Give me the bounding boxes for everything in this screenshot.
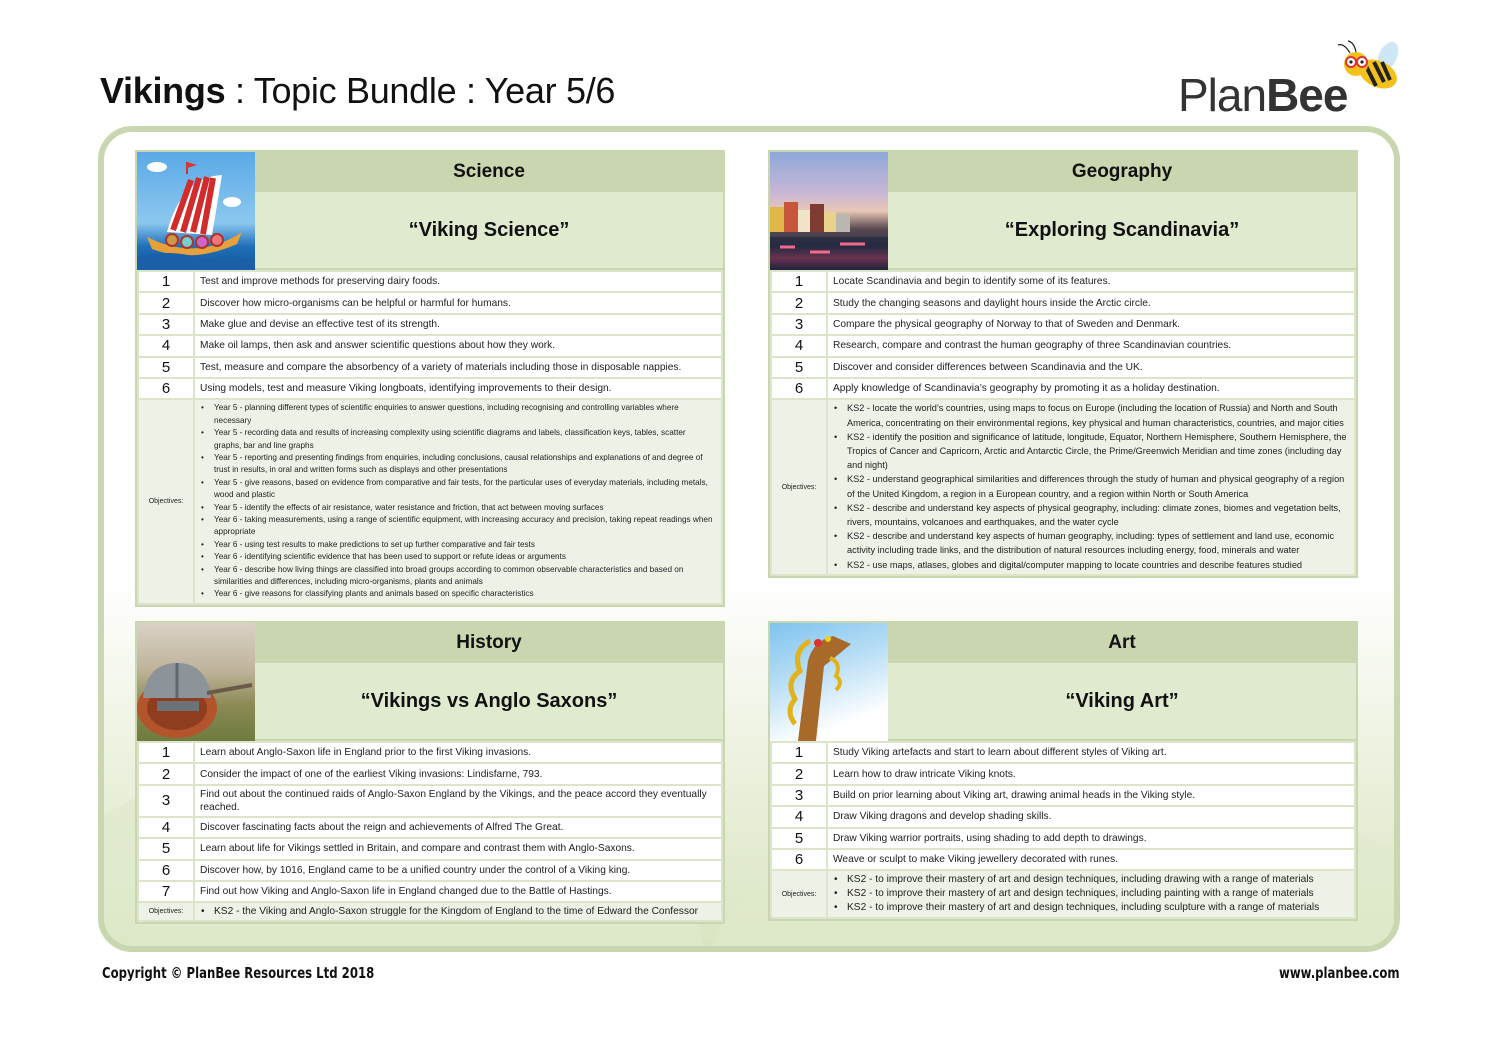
lesson-text: Learn about Anglo-Saxon life in England prior to the first Viking invasions.	[194, 742, 722, 763]
objective-item: • KS2 - describe and understand key aspects of physical geography, including: climate zones, biomes and vegetation belts, rivers, mountains, volcanoes and earthquakes, and the water cycle	[832, 501, 1348, 529]
lesson-text: Draw Viking dragons and develop shading skills.	[827, 806, 1355, 827]
logo-plan: Plan	[1178, 69, 1267, 121]
lesson-row	[771, 335, 1355, 356]
lesson-number: 6	[771, 849, 827, 870]
lesson-number: 5	[771, 828, 827, 849]
objectives-label: Objectives:	[771, 399, 827, 574]
lesson-text: Apply knowledge of Scandinavia’s geography by promoting it as a holiday destination.	[827, 378, 1355, 399]
objective-item: • KS2 - to improve their mastery of art and design techniques, including sculpture with a range of materials	[832, 901, 1348, 915]
history-card	[135, 621, 725, 924]
lesson-number: 2	[771, 292, 827, 313]
objective-item: • Year 6 - give reasons for classifying plants and animals based on specific characteristics	[199, 588, 715, 600]
lesson-text: Research, compare and contrast the human geography of three Scandinavian countries.	[827, 335, 1355, 356]
lesson-text: Test, measure and compare the absorbency of a variety of materials including those in disposable nappies.	[194, 357, 722, 378]
subject-title: Science	[255, 152, 723, 192]
helmet-shield-icon	[137, 623, 255, 741]
scandinavian-harbour-image	[770, 152, 888, 270]
lesson-row	[771, 828, 1355, 849]
lesson-number: 4	[138, 817, 194, 838]
page-title	[100, 70, 615, 112]
objective-item: • KS2 - identify the position and significance of latitude, longitude, Equator, Northern Hemisphere, Southern Hemisphere, the Tropics of Cancer and Capricorn, Arctic and Antarctic Circle, the Prime/Greenwich Meridian and time zones (including day and night)	[832, 430, 1348, 473]
longship-icon	[137, 152, 255, 270]
lesson-row	[771, 292, 1355, 313]
objective-item: • KS2 - to improve their mastery of art and design techniques, including drawing with a range of materials	[832, 873, 1348, 887]
objective-item: • Year 5 - give reasons, based on evidence from comparative and fair tests, for the particular uses of everyday materials, including metals, wood and plastic	[199, 477, 715, 502]
lesson-text: Learn about life for Vikings settled in Britain, and compare and contrast them with Anglo-Saxons.	[194, 838, 722, 859]
subject-title: Geography	[888, 152, 1356, 192]
lesson-row	[138, 335, 722, 356]
lesson-number: 7	[138, 881, 194, 902]
objectives-list	[195, 903, 721, 920]
lesson-number: 1	[771, 271, 827, 292]
objective-item: • KS2 - use maps, atlases, globes and digital/computer mapping to locate countries and describe features studied	[832, 558, 1348, 572]
lesson-row	[138, 881, 722, 902]
lesson-number: 5	[138, 838, 194, 859]
lesson-text: Draw Viking warrior portraits, using shading to add depth to drawings.	[827, 828, 1355, 849]
lesson-text: Discover how micro-organisms can be helpful or harmful for humans.	[194, 292, 722, 313]
geography-card	[768, 150, 1358, 578]
objectives-list	[195, 400, 721, 603]
objective-item: • Year 5 - recording data and results of increasing complexity using scientific diagrams and labels, classification keys, tables, scatter graphs, bar and line graphs	[199, 427, 715, 452]
lesson-text: Study Viking artefacts and start to learn about different styles of Viking art.	[827, 742, 1355, 763]
lesson-row	[138, 860, 722, 881]
topic-name: Vikings	[100, 70, 226, 111]
objective-item: • Year 6 - describe how living things are classified into broad groups according to common observable characteristics and based on similarities and differences, including micro-organisms, plants and animals	[199, 564, 715, 589]
art-card	[768, 621, 1358, 921]
lesson-number: 5	[138, 357, 194, 378]
dragon-head-icon	[770, 623, 888, 741]
objectives-cell	[827, 399, 1355, 574]
objectives-cell	[194, 399, 722, 604]
lesson-number: 3	[771, 785, 827, 806]
objectives-row	[138, 902, 722, 921]
logo-bee: Bee	[1266, 69, 1348, 121]
lesson-number: 1	[138, 742, 194, 763]
lesson-text: Weave or sculpt to make Viking jewellery decorated with runes.	[827, 849, 1355, 870]
lesson-number: 2	[138, 292, 194, 313]
lesson-text: Discover and consider differences between Scandinavia and the UK.	[827, 357, 1355, 378]
title-subtitle: : Topic Bundle : Year 5/6	[225, 70, 616, 111]
unit-title: “Viking Science”	[255, 192, 723, 268]
website-link[interactable]: www.planbee.com	[1279, 964, 1400, 982]
viking-longship-image	[137, 152, 255, 270]
logo-wordmark	[1178, 68, 1347, 122]
lesson-row	[138, 817, 722, 838]
lesson-table	[770, 270, 1356, 576]
viking-helmet-image	[137, 623, 255, 741]
objectives-row	[771, 399, 1355, 574]
unit-title: “Vikings vs Anglo Saxons”	[255, 663, 723, 739]
lesson-row	[771, 378, 1355, 399]
lesson-row	[138, 763, 722, 784]
objectives-label: Objectives:	[771, 870, 827, 918]
lesson-number: 3	[138, 314, 194, 335]
dragon-prow-image	[770, 623, 888, 741]
objective-item: • KS2 - describe and understand key aspects of human geography, including: types of settlement and land use, economic activity including trade links, and the distribution of natural resources including energy, food, minerals and water	[832, 529, 1348, 557]
lesson-number: 2	[138, 763, 194, 784]
objective-item: • Year 5 - planning different types of scientific enquiries to answer questions, including recognising and controlling variables where necessary	[199, 402, 715, 427]
lesson-row	[771, 314, 1355, 335]
lesson-text: Build on prior learning about Viking art, drawing animal heads in the Viking style.	[827, 785, 1355, 806]
lesson-number: 6	[138, 378, 194, 399]
objectives-label: Objectives:	[138, 902, 194, 921]
lesson-row	[771, 849, 1355, 870]
lesson-text: Locate Scandinavia and begin to identify some of its features.	[827, 271, 1355, 292]
unit-title: “Exploring Scandinavia”	[888, 192, 1356, 268]
lesson-row	[771, 785, 1355, 806]
objectives-label: Objectives:	[138, 399, 194, 604]
planbee-logo	[1178, 40, 1408, 120]
lesson-row	[771, 271, 1355, 292]
lesson-text: Discover fascinating facts about the reign and achievements of Alfred The Great.	[194, 817, 722, 838]
objective-item: • Year 6 - identifying scientific evidence that has been used to support or refute ideas or arguments	[199, 551, 715, 563]
lesson-row	[138, 838, 722, 859]
lesson-row	[138, 292, 722, 313]
subject-title: Art	[888, 623, 1356, 663]
objective-item: • Year 5 - reporting and presenting findings from enquiries, including conclusions, causal relationships and explanations of and degree of trust in results, in oral and written forms such as displays and other presentations	[199, 452, 715, 477]
objective-item: • Year 6 - taking measurements, using a range of scientific equipment, with increasing accuracy and precision, taking repeat readings when appropriate	[199, 514, 715, 539]
lesson-number: 4	[771, 806, 827, 827]
objectives-row	[771, 870, 1355, 918]
science-card	[135, 150, 725, 607]
objective-item: • KS2 - locate the world’s countries, using maps to focus on Europe (including the location of Russia) and North and South America, concentrating on their environmental regions, key physical and human characteristics, countries, and major cities	[832, 401, 1348, 429]
lesson-number: 6	[138, 860, 194, 881]
lesson-row	[771, 357, 1355, 378]
lesson-text: Consider the impact of one of the earliest Viking invasions: Lindisfarne, 793.	[194, 763, 722, 784]
lesson-row	[771, 742, 1355, 763]
lesson-row	[138, 314, 722, 335]
lesson-table	[137, 741, 723, 922]
subject-title: History	[255, 623, 723, 663]
lesson-number: 1	[771, 742, 827, 763]
lesson-row	[138, 357, 722, 378]
objectives-list	[828, 400, 1354, 573]
lesson-number: 3	[771, 314, 827, 335]
objective-item: • Year 6 - using test results to make predictions to set up further comparative and fair tests	[199, 539, 715, 551]
lesson-text: Make glue and devise an effective test of its strength.	[194, 314, 722, 335]
objectives-cell	[194, 902, 722, 921]
lesson-number: 6	[771, 378, 827, 399]
lesson-row	[138, 785, 722, 817]
harbour-buildings-icon	[770, 152, 888, 270]
lesson-table	[770, 741, 1356, 919]
lesson-text: Using models, test and measure Viking longboats, identifying improvements to their design.	[194, 378, 722, 399]
lesson-row	[771, 806, 1355, 827]
lesson-table	[137, 270, 723, 605]
lesson-text: Test and improve methods for preserving dairy foods.	[194, 271, 722, 292]
lesson-number: 2	[771, 763, 827, 784]
lesson-text: Find out how Viking and Anglo-Saxon life in England changed due to the Battle of Hastings.	[194, 881, 722, 902]
objective-item: • Year 5 - identify the effects of air resistance, water resistance and friction, that act between moving surfaces	[199, 502, 715, 514]
objective-item: • KS2 - the Viking and Anglo-Saxon struggle for the Kingdom of England to the time of Edward the Confessor	[199, 905, 715, 918]
copyright-text: Copyright © PlanBee Resources Ltd 2018	[102, 964, 375, 982]
bee-mascot-icon	[1326, 40, 1406, 100]
objectives-cell	[827, 870, 1355, 918]
lesson-text: Study the changing seasons and daylight hours inside the Arctic circle.	[827, 292, 1355, 313]
lesson-text: Discover how, by 1016, England came to be a unified country under the control of a Viking king.	[194, 860, 722, 881]
lesson-row	[138, 742, 722, 763]
objective-item: • KS2 - understand geographical similarities and differences through the study of human and physical geography of a region of the United Kingdom, a region in a European country, and a region within North or South America	[832, 472, 1348, 500]
objectives-row	[138, 399, 722, 604]
lesson-text: Make oil lamps, then ask and answer scientific questions about how they work.	[194, 335, 722, 356]
unit-title: “Viking Art”	[888, 663, 1356, 739]
objectives-list	[828, 871, 1354, 917]
objective-item: • KS2 - to improve their mastery of art and design techniques, including painting with a range of materials	[832, 887, 1348, 901]
lesson-row	[771, 763, 1355, 784]
lesson-row	[138, 271, 722, 292]
lesson-text: Find out about the continued raids of Anglo-Saxon England by the Vikings, and the peace accord they eventually reached.	[194, 785, 722, 817]
lesson-text: Learn how to draw intricate Viking knots.	[827, 763, 1355, 784]
lesson-number: 3	[138, 785, 194, 817]
lesson-number: 4	[138, 335, 194, 356]
lesson-number: 1	[138, 271, 194, 292]
lesson-row	[138, 378, 722, 399]
lesson-number: 4	[771, 335, 827, 356]
lesson-number: 5	[771, 357, 827, 378]
lesson-text: Compare the physical geography of Norway to that of Sweden and Denmark.	[827, 314, 1355, 335]
